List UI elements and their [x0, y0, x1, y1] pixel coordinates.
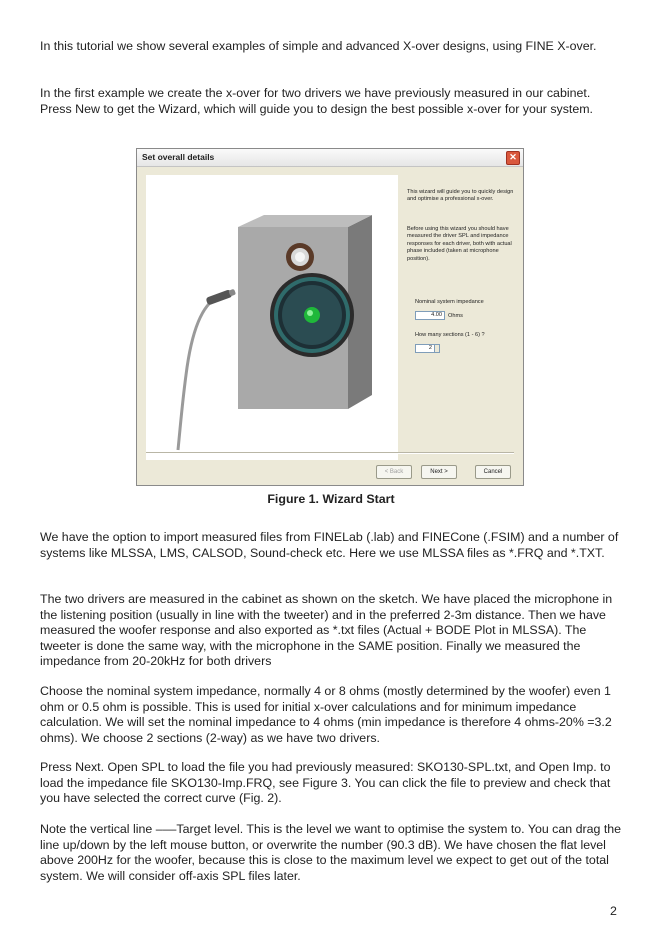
sections-spinner[interactable]	[434, 344, 440, 353]
impedance-label: Nominal system impedance	[415, 299, 484, 305]
sections-label: How many sections (1 - 6) ?	[415, 332, 485, 338]
next-button[interactable]: Next >	[421, 465, 457, 479]
paragraph-measurement: The two drivers are measured in the cabinet as shown on the sketch. We have placed the microphone in the listening position (usually in line with the tweeter) and in the preferred 2-3m distance. Then we have measured the woofer response and also exported as *.txt files (Actual + BODE Plot in MLSSA). The tweeter is done the same way, with the microphone in the SAME position. Finally we measured the impedance from 20-20kHz for both drivers	[40, 592, 613, 669]
speaker-illustration	[146, 175, 398, 460]
paragraph-first-example: In the first example we create the x-over for two drivers we have previously measured in our cabinet. Press New to get the Wizard, which will guide you to design the best possible x-over for your system.	[40, 86, 594, 116]
sections-input[interactable]: 2	[415, 344, 435, 353]
paragraph-intro: In this tutorial we show several examples of simple and advanced X-over designs, using FINE X-over.	[40, 39, 597, 53]
paragraph-load-files: Press Next. Open SPL to load the file you had previously measured: SKO130-SPL.txt, and Open Imp. to load the impedance file SKO130-Imp.FRQ, see Figure 3. You can click the file to preview and check that you have selected the correct curve (Fig. 2).	[40, 760, 611, 806]
wizard-before-text: Before using this wizard you should have measured the driver SPL and impedance responses for each driver, both with actual phase included (taken at microphone position).	[407, 226, 512, 262]
dialog-title: Set overall details	[142, 152, 215, 162]
cancel-button[interactable]: Cancel	[475, 465, 511, 479]
impedance-unit: Ohms	[448, 313, 463, 319]
speaker-cabinet-icon	[146, 175, 398, 460]
dialog-title-bar	[137, 149, 523, 167]
page-number: 2	[610, 904, 617, 918]
paragraph-impedance: Choose the nominal system impedance, normally 4 or 8 ohms (mostly determined by the woofer) even 1 ohm or 0.5 ohm is possible. This is used for initial x-over calculations and for minimum impedance calculation. We will set the nominal impedance to 4 ohms (min impedance is therefore 4 ohms-20% =3.2 ohms). We choose 2 sections (2-way) as we have two drivers.	[40, 684, 612, 745]
wizard-intro-text: This wizard will guide you to quickly design and optimise a professional x-over.	[407, 189, 514, 203]
close-icon[interactable]: ✕	[506, 151, 520, 165]
back-button[interactable]: < Back	[376, 465, 412, 479]
paragraph-import-options: We have the option to import measured files from FINELab (.lab) and FINECone (.FSIM) and a number of systems like MLSSA, LMS, CALSOD, Sound-check etc. Here we use MLSSA files as *.FRQ and *.TXT.	[40, 530, 619, 560]
figure-caption: Figure 1. Wizard Start	[267, 492, 395, 506]
paragraph-target-level: Note the vertical line –––Target level. This is the level we want to optimise the system to. You can drag the line up/down by the left mouse button, or overwrite the number (90.3 dB). We have chosen the flat level above 200Hz for the woofer, because this is close to the maximum level we expect to get out of the total system. We will consider off-axis SPL files later.	[40, 822, 622, 883]
dialog-separator	[146, 452, 514, 454]
impedance-input[interactable]: 4.00	[415, 311, 445, 320]
wizard-dialog	[136, 148, 524, 486]
